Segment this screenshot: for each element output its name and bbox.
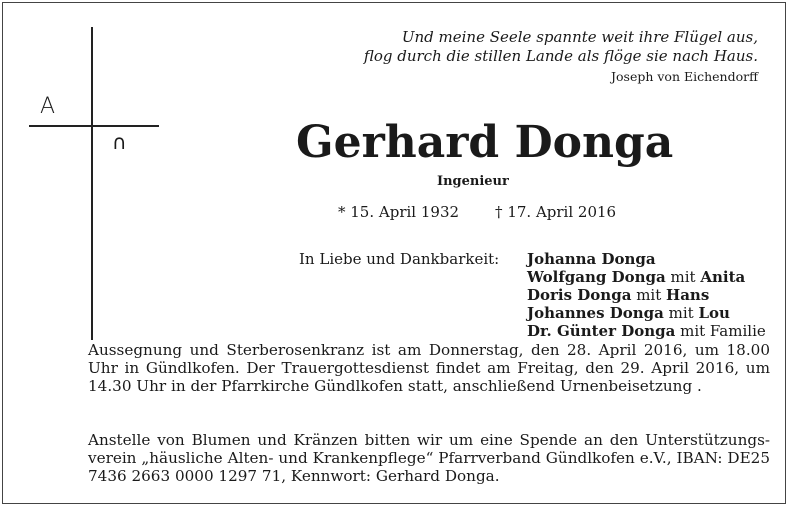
- mourner-name: Doris Donga: [527, 286, 632, 304]
- omega-icon: ∩: [112, 130, 127, 154]
- mourners-label: In Liebe und Dankbarkeit:: [299, 250, 500, 268]
- mourner-line: [527, 286, 766, 304]
- motto-line-2: flog durch die stillen Lande als flöge sie nach Haus.: [363, 47, 758, 65]
- cross-icon-horizontal: [29, 125, 159, 127]
- mourner-partner: Hans: [666, 286, 710, 304]
- deceased-name: Gerhard Donga: [296, 117, 674, 168]
- mourner-connector: mit: [631, 286, 667, 304]
- donation-paragraph: Anstelle von Blumen und Kränzen bitten wir um eine Spende an den Unterstützungs-verein „häusliche Alten- und Krankenpflege“ Pfarrverband Gündlkofen e.V., IBAN: DE25 7436 2663 0000 1297 71, Kennwort: Gerhard Donga.: [88, 431, 770, 485]
- deceased-profession: Ingenieur: [437, 174, 509, 189]
- mourner-connector: mit Familie: [675, 322, 766, 340]
- mourner-partner: Lou: [698, 304, 730, 322]
- life-dates: [338, 203, 616, 221]
- birth-date: * 15. April 1932: [338, 203, 460, 221]
- mourner-name: Johannes Donga: [527, 304, 664, 322]
- mourner-name: Dr. Günter Donga: [527, 322, 676, 340]
- motto-quote: [364, 28, 758, 66]
- cross-icon-vertical: [91, 27, 93, 340]
- motto-line-1: Und meine Seele spannte weit ihre Flügel aus,: [401, 28, 758, 46]
- mourner-connector: mit: [665, 268, 701, 286]
- motto-author: Joseph von Eichendorff: [611, 69, 758, 84]
- death-date: † 17. April 2016: [495, 203, 617, 221]
- mourners-list: [527, 250, 766, 340]
- ceremony-paragraph: Aussegnung und Sterberosenkranz ist am Donnerstag, den 28. April 2016, um 18.00 Uhr in Gündlkofen. Der Trauergottesdienst findet am Freitag, den 29. April 2016, um 14.30 Uhr in der Pfarrkirche Gündlkofen statt, anschließend Urnenbeisetzung .: [88, 341, 770, 395]
- mourner-line: [527, 304, 766, 322]
- mourner-line: [527, 322, 766, 340]
- mourner-connector: mit: [663, 304, 699, 322]
- mourner-partner: Anita: [700, 268, 746, 286]
- mourner-name: Wolfgang Donga: [527, 268, 666, 286]
- mourner-name: Johanna Donga: [527, 250, 656, 268]
- mourner-line: [527, 268, 766, 286]
- mourner-line: [527, 250, 766, 268]
- alpha-icon: A: [40, 94, 56, 119]
